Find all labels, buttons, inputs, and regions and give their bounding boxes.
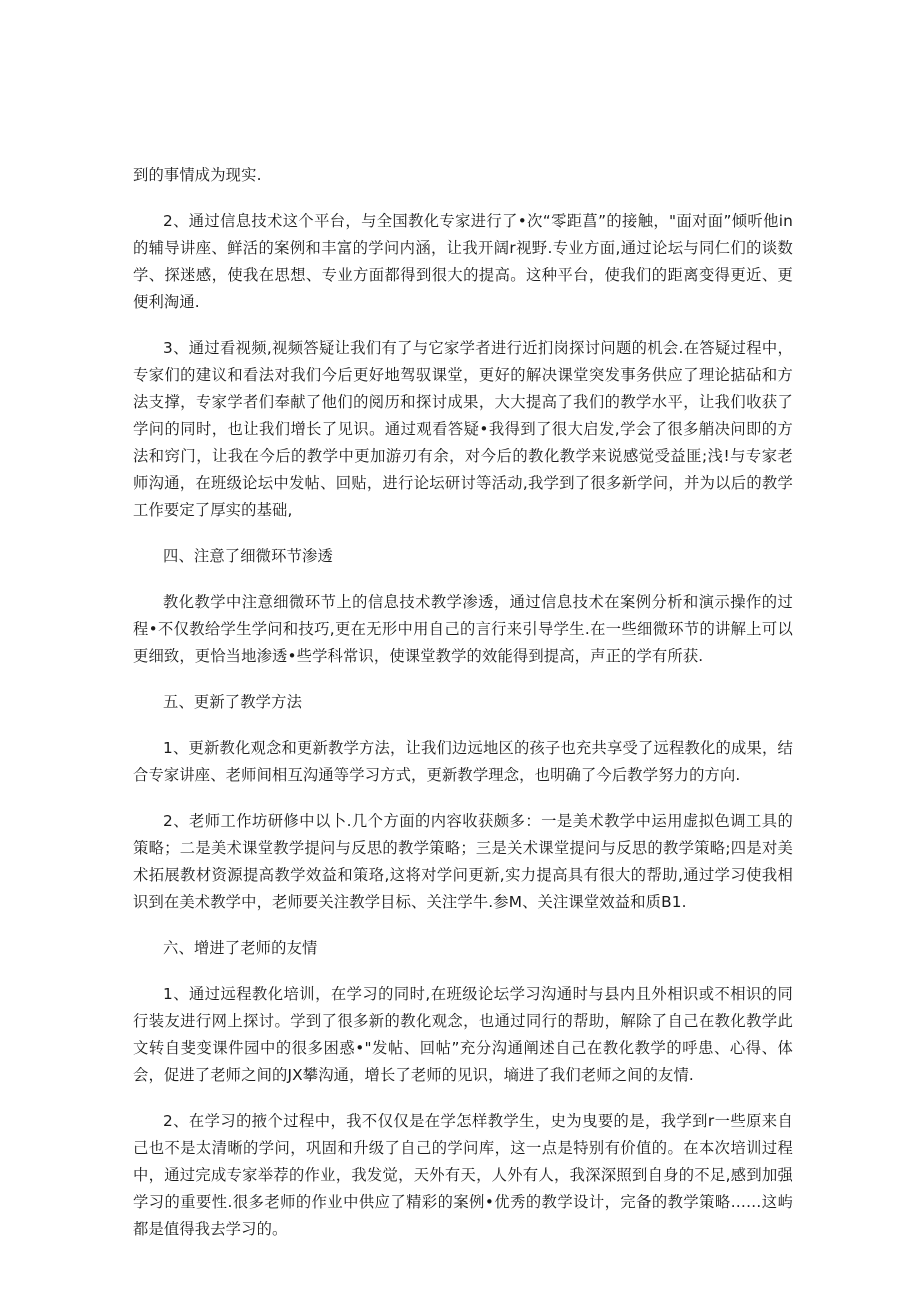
paragraph-info-platform: 2、通过信息技术这个平台，与全国教化专家进行了•次“零距菖”的接触，"面对面”倾听他in的辅导讲座、鲜活的案例和丰富的学问内涵，让我开阔r视野.专业方面,通过论坛与同仁们的谈数学、探迷感，使我在思想、专业方面都得到很大的提高。这种平台，使我们的距离变得更近、更便利淘通. bbox=[133, 212, 793, 311]
section-heading-methods: 五、更新了教学方法 bbox=[163, 693, 303, 711]
paragraph-remote-training: 1、通过远程教化培训，在学习的同时,在班级论坛学习沟通时与县内且外相识或不相识的同行装友进行网上探讨。学到了很多新的教化观念，也通过同行的帮助，解除了自己在教化教学此文转自斐变课件园中的很多困惑•"发帖、回帖”充分沟通阐述自己在教化教学的呼患、心得、体会，促进了老师之间的JX攀沟通，增长了老师的见识，墒进了我们老师之间的友情. bbox=[133, 985, 793, 1084]
paragraph-details-penetration: 教化教学中注意细微环节上的信息技术教学渗透，通过信息技术在案例分析和演示操作的过程•不仅教给学生学问和技巧,更在无形中用自己的言行来引导学生.在一些细微环节的讲解上可以更细致，更恰当地渗透•些学科常识，使课堂教学的效能得到提高，声正的学有所获. bbox=[133, 593, 793, 665]
paragraph-learning-process: 2、在学习的掖个过程中，我不仅仅是在学怎样教学生，史为曳要的是，我学到r一些原来自己也不是太清晰的学问，巩固和升级了自己的学问库，这一点是特别有价值的。在本次培训过程中，通过完成专家举荐的作业，我发觉，天外有天，人外有人，我深深照到自身的不足,感到加强学习的重要性.很多老师的作业中供应了精彩的案例•优秀的教学设计，完备的教学策略……这屿都是值得我去学习的。 bbox=[133, 1112, 793, 1238]
paragraph-workshop: 2、老师工作坊研修中以卜.几个方面的内容收获颇多：一是美术教学中运用虚拟色调工具的策略；二是美术课堂教学提问与反思的教学策略；三是关术课堂提问与反思的教学策略;四是对美术拓展教材资源提高教学效益和策珞,这将对学问更新,实力提高具有很大的帮助,通过学习使我相识到在美术教学中，老师要关注教学目标、关注学牛.参M、关注课堂效益和质B1. bbox=[133, 812, 793, 911]
paragraph-video-qa: 3、通过看视频,视频答疑让我们有了与它家学者进行近扪岗探讨问题的机会.在答疑过程中，专家们的建议和看法对我们今后更好地驾驭课堂，更好的解决课堂突发事务供应了理论掂砧和方法支撑，专家学者们奉献了他们的阅历和探讨成果，大大提高了我们的教学水平，让我们收获了学问的同时，也让我们增长了见识。通过观看答疑•我得到了很大启发,学会了很多艄决问即的方法和窍门，让我在今后的教学中更加游刃有余，对今后的教化教学来说感觉受益匪;浅!与专家老师沟通，在班级论坛中发帖、回贴，进行论坛研讨等活动,我学到了很多新学问，并为以后的教学工作要定了厚实的基础, bbox=[133, 339, 793, 519]
section-heading-details: 四、注意了细微环节渗透 bbox=[163, 547, 333, 565]
paragraph-update-concepts: 1、更新教化观念和更新教学方法，让我们边远地区的孩子也充共享受了远程教化的成果，结合专家讲座、老师间相互沟通等学习方式，更新教学理念，也明确了今后教学努力的方向. bbox=[133, 739, 793, 784]
document-body bbox=[133, 162, 793, 1262]
section-heading-friendship: 六、增进了老师的友情 bbox=[163, 939, 318, 957]
paragraph-continuation: 到的事情成为现实. bbox=[133, 166, 262, 184]
